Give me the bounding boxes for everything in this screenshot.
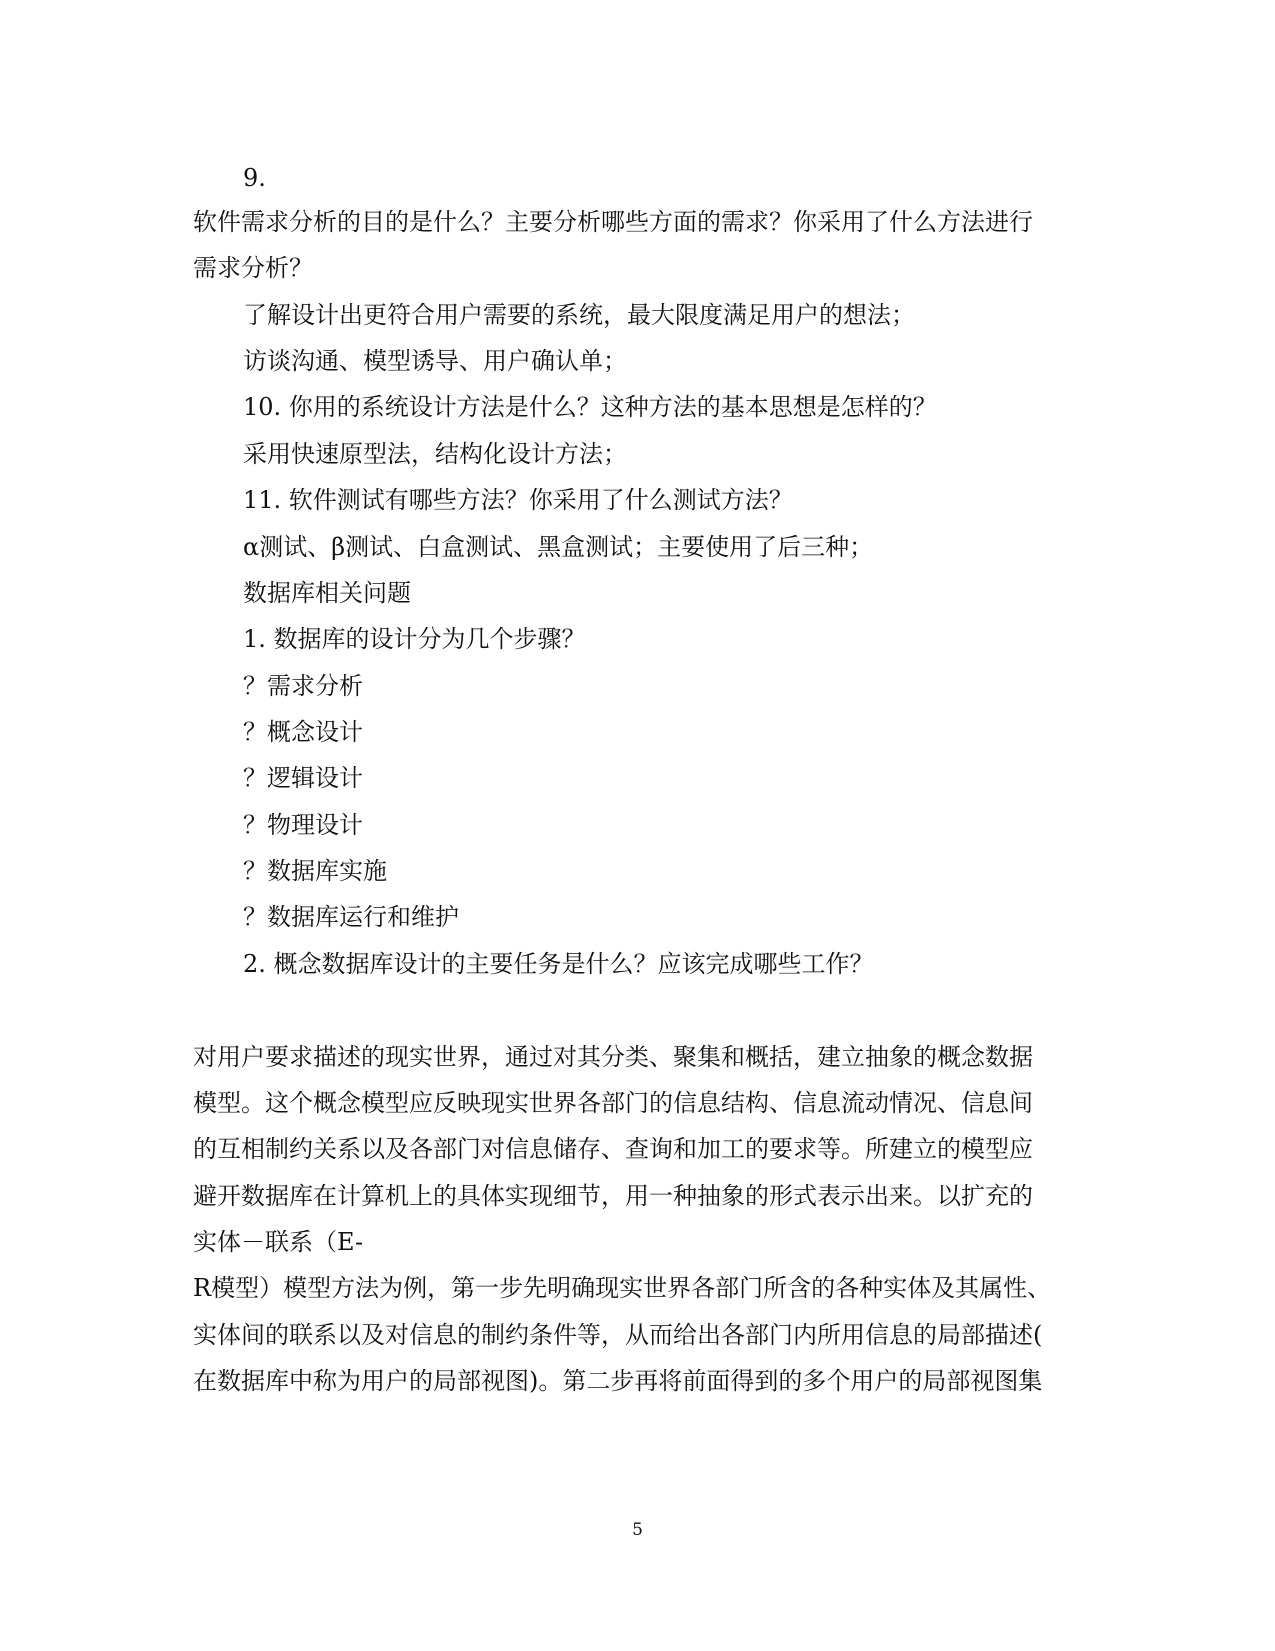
answer-11: α测试、β测试、白盒测试、黑盒测试；主要使用了后三种； bbox=[243, 533, 874, 561]
answer-10: 采用快速原型法，结构化设计方法； bbox=[243, 440, 627, 468]
db-step-requirements: ？需求分析 bbox=[243, 672, 363, 700]
section-heading-database: 数据库相关问题 bbox=[243, 579, 411, 607]
answer-paragraph-line-1: 对用户要求描述的现实世界，通过对其分类、聚集和概括，建立抽象的概念数据 bbox=[193, 1043, 1033, 1071]
answer-paragraph-line-4: 避开数据库在计算机上的具体实现细节，用一种抽象的形式表示出来。以扩充的 bbox=[193, 1182, 1033, 1210]
answer-paragraph-line-2: 模型。这个概念模型应反映现实世界各部门的信息结构、信息流动情况、信息间 bbox=[193, 1089, 1033, 1117]
db-question-2: 2. 概念数据库设计的主要任务是什么？应该完成哪些工作？ bbox=[243, 950, 874, 978]
db-step-maintenance: ？数据库运行和维护 bbox=[243, 903, 459, 931]
db-step-conceptual: ？概念设计 bbox=[243, 718, 363, 746]
answer-paragraph-line-6: R模型）模型方法为例，第一步先明确现实世界各部门所含的各种实体及其属性、 bbox=[193, 1274, 1052, 1302]
answer-paragraph-line-3: 的互相制约关系以及各部门对信息储存、查询和加工的要求等。所建立的模型应 bbox=[193, 1135, 1033, 1163]
question-11: 11. 软件测试有哪些方法？你采用了什么测试方法？ bbox=[243, 486, 793, 514]
answer-9-line-1: 了解设计出更符合用户需要的系统，最大限度满足用户的想法； bbox=[243, 301, 915, 329]
question-10: 10. 你用的系统设计方法是什么？这种方法的基本思想是怎样的？ bbox=[243, 393, 937, 421]
answer-paragraph-line-7: 实体间的联系以及对信息的制约条件等，从而给出各部门内所用信息的局部描述( bbox=[193, 1321, 1043, 1349]
answer-paragraph-line-5: 实体－联系（E- bbox=[193, 1228, 364, 1256]
page-number: 5 bbox=[632, 1520, 643, 1540]
question-9-text-line-1: 软件需求分析的目的是什么？主要分析哪些方面的需求？你采用了什么方法进行 bbox=[193, 208, 1033, 236]
db-step-implementation: ？数据库实施 bbox=[243, 857, 387, 885]
question-9-number: 9. bbox=[243, 164, 266, 192]
db-question-1: 1. 数据库的设计分为几个步骤？ bbox=[243, 625, 586, 653]
answer-9-line-2: 访谈沟通、模型诱导、用户确认单； bbox=[243, 347, 627, 375]
answer-paragraph-line-8: 在数据库中称为用户的局部视图)。第二步再将前面得到的多个用户的局部视图集 bbox=[193, 1367, 1043, 1395]
question-9-text-line-2: 需求分析？ bbox=[193, 254, 313, 282]
db-step-logical: ？逻辑设计 bbox=[243, 764, 363, 792]
db-step-physical: ？物理设计 bbox=[243, 811, 363, 839]
